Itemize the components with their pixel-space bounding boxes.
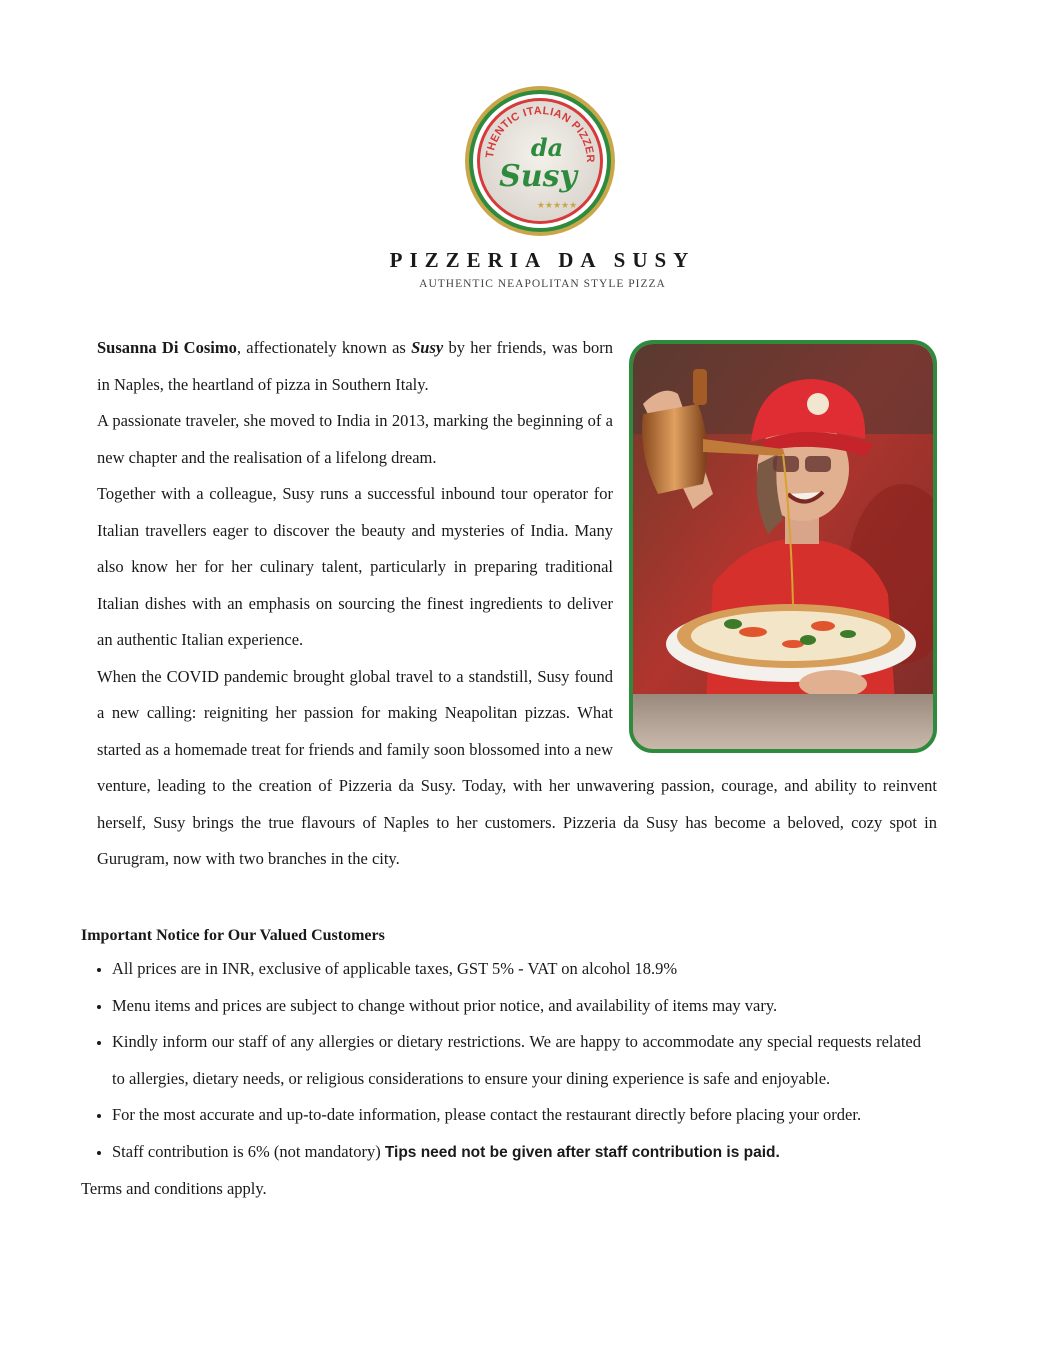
- story-paragraph-3: Together with a colleague, Susy runs a successful inbound tour operator for Italian travellers eager to discover the beauty and mysteries of India. Many also know her for her culinary talent, particularly in preparing traditional Italian dishes with an emphasis on sourcing the finest ingredients to deliver an authentic Italian experience.: [97, 484, 613, 649]
- notice-list: [81, 951, 941, 1171]
- notice-item: • All prices are in INR, exclusive of applicable taxes, GST 5% - VAT on alcohol 18.9%: [112, 951, 941, 988]
- pizzeria-logo: [463, 84, 617, 238]
- story-section: [97, 330, 937, 878]
- logo-stars: ★★★★★: [536, 201, 578, 211]
- story-paragraph-4: When the COVID pandemic brought global travel to a standstill, Susy found a new calling: reigniting her passion for making Neapolitan pizzas. What started as a homemade treat for friends and family soon blossomed into a new venture, leading to the creation of Pizzeria da Susy. Today, with her unwavering passion, courage, and ability to reinvent herself, Susy brings the true flavours of Naples to her customers. Pizzeria da Susy has become a beloved, cozy spot in Gurugram, now with two branches in the city.: [97, 666, 937, 868]
- notice-item: • Menu items and prices are subject to change without prior notice, and availability of items may vary.: [112, 988, 941, 1025]
- logo-ring-text: THENTIC ITALIAN PIZZER: [484, 104, 597, 164]
- chef-photo: [629, 340, 937, 753]
- terms-text: Terms and conditions apply.: [81, 1179, 267, 1198]
- brand-title: PIZZERIA DA SUSY: [389, 248, 696, 272]
- notice-title: Important Notice for Our Valued Customers: [81, 927, 385, 944]
- founder-nickname: Susy: [411, 338, 444, 357]
- customer-notice: [81, 921, 941, 1208]
- story-paragraph-2: A passionate traveler, she moved to India in 2013, marking the beginning of a new chapter and the realisation of a lifelong dream.: [97, 411, 613, 467]
- tips-notice: Tips need not be given after staff contribution is paid.: [384, 1143, 780, 1161]
- notice-item: • Kindly inform our staff of any allergies or dietary restrictions. We are happy to accommodate any special requests related to allergies, dietary needs, or religious considerations to ensure your dining experience is safe and enjoyable.: [112, 1024, 941, 1097]
- notice-item-staff-contribution: • Staff contribution is 6% (not mandatory) Tips need not be given after staff contribution is paid.: [112, 1134, 941, 1172]
- story-paragraph-1: Susanna Di Cosimo, affectionately known as Susy by her friends, was born in Naples, the heartland of pizza in Southern Italy.: [97, 338, 614, 394]
- notice-item: • For the most accurate and up-to-date information, please contact the restaurant directly before placing your order.: [112, 1097, 941, 1134]
- brand-subtitle: AUTHENTIC NEAPOLITAN STYLE PIZZA: [419, 278, 666, 290]
- logo-line-susy: Susy: [499, 159, 577, 194]
- founder-name: Susanna Di Cosimo: [97, 338, 237, 357]
- logo-line-da: da: [530, 133, 564, 162]
